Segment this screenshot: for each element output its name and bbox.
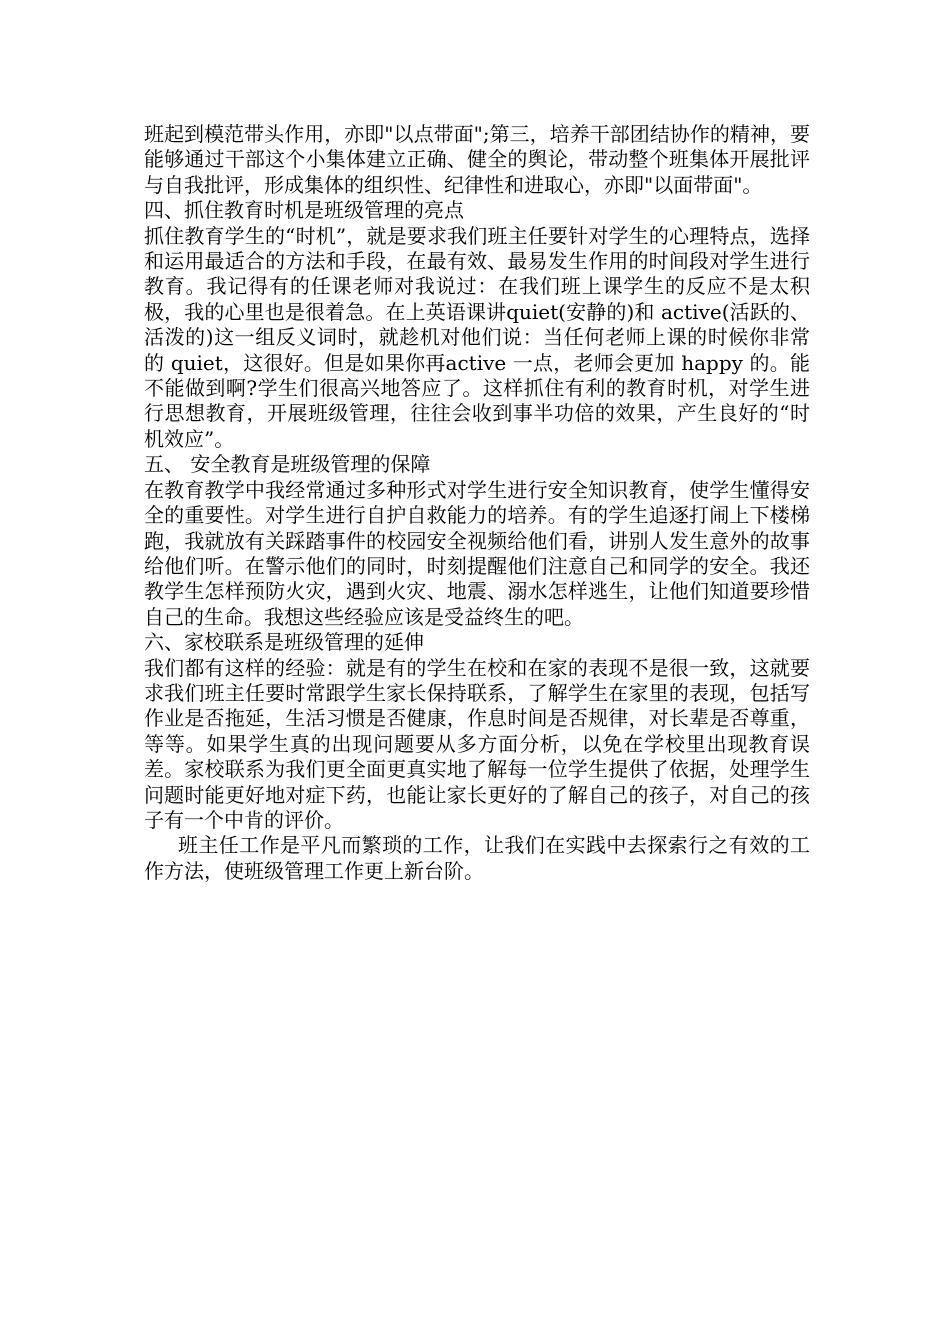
- para-conclusion: 班主任工作是平凡而繁琐的工作，让我们在实践中去探索行之有效的工作方法，使班级管理工作更上新台阶。: [144, 833, 810, 883]
- heading-section-5: 五、 安全教育是班级管理的保障: [144, 452, 431, 477]
- document-body: [144, 122, 810, 884]
- heading-section-6: 六、家校联系是班级管理的延伸: [144, 630, 424, 655]
- heading-section-4: 四、抓住教育时机是班级管理的亮点: [144, 198, 464, 223]
- para-section-4: 抓住教育学生的“时机”，就是要求我们班主任要针对学生的心理特点，选择和运用最适合的方法和手段，在最有效、最易发生作用的时间段对学生进行教育。我记得有的任课老师对我说过：在我们班上课学生的反应不是太积极，我的心里也是很着急。在上英语课讲quiet(安静的)和 active(活跃的、活泼的)这一组反义词时，就趁机对他们说：当任何老师上课的时候你非常的 quiet，这很好。但是如果你再active 一点，老师会更加 happy 的。能不能做到啊?学生们很高兴地答应了。这样抓住有利的教育时机，对学生进行思想教育，开展班级管理，往往会收到事半功倍的效果，产生良好的“时机效应”。: [144, 223, 810, 451]
- para-section-6: 我们都有这样的经验：就是有的学生在校和在家的表现不是很一致，这就要求我们班主任要时常跟学生家长保持联系，了解学生在家里的表现，包括写作业是否拖延，生活习惯是否健康，作息时间是否规律，对长辈是否尊重，等等。如果学生真的出现问题要从多方面分析，以免在学校里出现教育误差。家校联系为我们更全面更真实地了解每一位学生提供了依据，处理学生问题时能更好地对症下药，也能让家长更好的了解自己的孩子，对自己的孩子有一个中肯的评价。: [144, 655, 810, 832]
- para-cadre-model: 班起到模范带头作用，亦即"以点带面";第三，培养干部团结协作的精神，要能够通过干部这个小集体建立正确、健全的舆论，带动整个班集体开展批评与自我批评，形成集体的组织性、纪律性和进取心，亦即"以面带面"。: [144, 122, 810, 197]
- para-section-5: 在教育教学中我经常通过多种形式对学生进行安全知识教育，使学生懂得安全的重要性。对学生进行自护自救能力的培养。有的学生追逐打闹上下楼梯跑，我就放有关踩踏事件的校园安全视频给他们看，讲别人发生意外的故事给他们听。在警示他们的同时，时刻提醒他们注意自己和同学的安全。我还教学生怎样预防火灾，遇到火灾、地震、溺水怎样逃生，让他们知道要珍惜自己的生命。我想这些经验应该是受益终生的吧。: [144, 477, 810, 629]
